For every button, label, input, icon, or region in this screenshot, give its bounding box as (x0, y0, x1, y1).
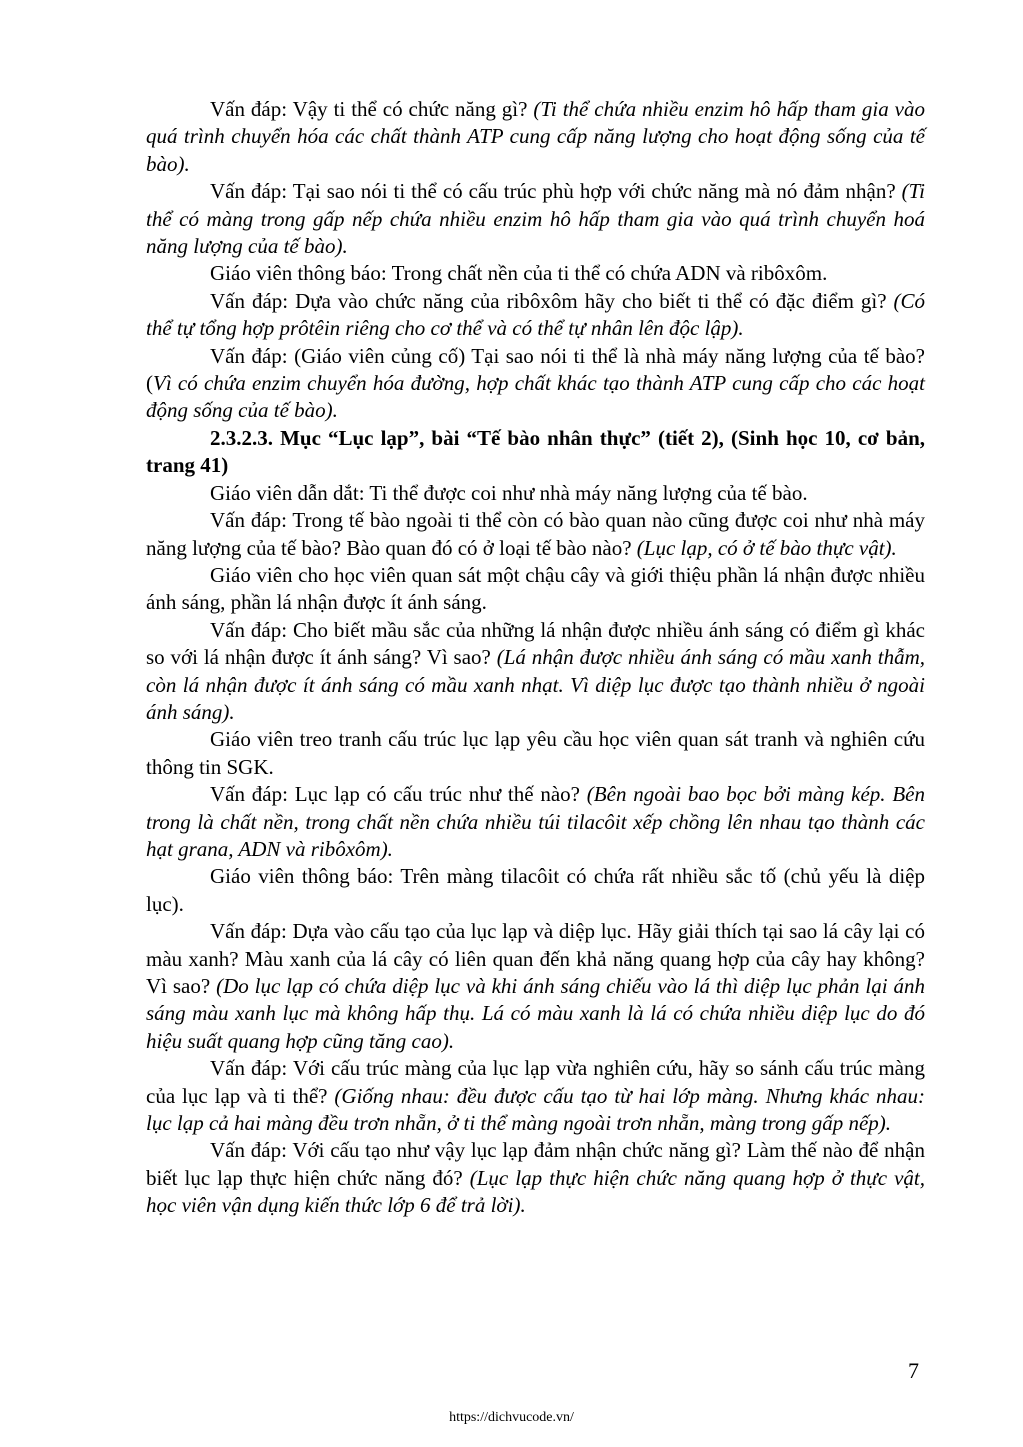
paragraph-answer: (Lục lạp, có ở tế bào thực vật). (636, 535, 897, 560)
paragraph-text: Vấn đáp: Dựa vào cấu tạo của lục lạp và diệp lục. Hãy giải thích tại sao lá cây lại có màu xanh? Màu xanh của lá cây có liên quan đến khả năng quang hợp của cây hay không? Vì sao? (146, 919, 925, 998)
paragraph (146, 918, 925, 1055)
footer-url[interactable]: https://dichvucode.vn/ (449, 1410, 574, 1425)
paragraph (146, 1055, 925, 1137)
section-heading-text: 2.3.2.3. Mục “Lục lạp”, bài “Tế bào nhân thực” (tiết 2), (Sinh học 10, cơ bản, trang 41) (146, 425, 925, 478)
paragraph (146, 96, 925, 178)
paragraph-text: Vấn đáp: Với cấu tạo như vậy lục lạp đảm nhận chức năng gì? Làm thế nào để nhận biết lục lạp thực hiện chức năng đó? (146, 1138, 925, 1190)
paragraph-text: Vấn đáp: Trong tế bào ngoài ti thể còn có bào quan nào cũng được coi như nhà máy năng lượng của tế bào? Bào quan đó có ở loại tế bào nào? (146, 508, 925, 560)
paragraph-text: Giáo viên cho học viên quan sát một chậu cây và giới thiệu phần lá nhận được nhiều ánh sáng, phần lá nhận được ít ánh sáng. (146, 562, 925, 615)
page-number: 7 (908, 1358, 919, 1383)
paragraph-answer: (Ti thể chứa nhiều enzim hô hấp tham gia vào quá trình chuyển hóa các chất thành ATP cung cấp năng lượng cho hoạt động sống của tế bào). (146, 97, 925, 176)
paragraph-answer: (Lá nhận được nhiều ánh sáng có mầu xanh thẫm, còn lá nhận được ít ánh sáng có mầu xanh nhạt. Vì diệp lục được tạo thành nhiều ở ngoài ánh sáng). (146, 645, 926, 724)
paragraph-text: Vấn đáp: Dựa vào chức năng của ribôxôm hãy cho biết ti thể có đặc điểm gì? (210, 288, 894, 313)
paragraph (146, 562, 925, 617)
paragraph-text: Vấn đáp: Tại sao nói ti thể có cấu trúc phù hợp với chức năng mà nó đảm nhận? (210, 179, 902, 204)
paragraph (146, 726, 925, 781)
paragraph (146, 781, 925, 863)
paragraph-text: Vấn đáp: Lục lạp có cấu trúc như thế nào? (210, 782, 587, 807)
paragraph-text: Giáo viên treo tranh cấu trúc lục lạp yêu cầu học viên quan sát tranh và nghiên cứu thông tin SGK. (146, 727, 925, 779)
paragraph-text: Vấn đáp: (Giáo viên củng cố) Tại sao nói ti thể là nhà máy năng lượng của tế bào? ( (146, 343, 925, 396)
paragraph-answer: Vì có chứa enzim chuyển hóa đường, hợp chất khác tạo thành ATP cung cấp cho các hoạt động sống của tế bào). (146, 371, 925, 423)
paragraph (146, 617, 925, 727)
paragraph-text: Giáo viên dẫn dắt: Ti thể được coi như nhà máy năng lượng của tế bào. (210, 480, 808, 505)
paragraph (146, 480, 925, 507)
paragraph-text: Giáo viên thông báo: Trên màng tilacôit có chứa rất nhiều sắc tố (chủ yếu là diệp lục). (146, 864, 925, 916)
paragraph-text: Vấn đáp: Vậy ti thể có chức năng gì? (210, 97, 534, 121)
paragraph-answer: (Ti thể có màng trong gấp nếp chứa nhiều enzim hô hấp tham gia vào quá trình chuyển hoá năng lượng của tế bào). (146, 179, 925, 259)
paragraph-text: Giáo viên thông báo: Trong chất nền của ti thể có chứa ADN và ribôxôm. (210, 261, 828, 286)
paragraph (146, 260, 925, 287)
paragraph-answer: (Do lục lạp có chứa diệp lục và khi ánh sáng chiếu vào lá thì diệp lục phản lại ánh sáng màu xanh lục mà không hấp thụ. Lá có màu xanh là lá có chứa nhiều diệp lục do đó hiệu suất quang hợp cũng tăng cao). (146, 974, 925, 1053)
paragraph (146, 507, 925, 562)
paragraph (146, 1137, 925, 1219)
paragraph (146, 863, 925, 918)
paragraph (146, 343, 925, 425)
paragraph (146, 288, 925, 343)
paragraph-answer: (Lục lạp thực hiện chức năng quang hợp ở thực vật, học viên vận dụng kiến thức lớp 6 để trả lời). (146, 1165, 925, 1218)
paragraph-answer: (Có thể tự tổng hợp prôtêin riêng cho cơ thể và có thể tự nhân lên độc lập). (146, 288, 925, 341)
paragraph-answer: (Bên ngoài bao bọc bởi màng kép. Bên trong là chất nền, trong chất nền chứa nhiều túi tilacôit xếp chồng lên nhau tạo thành các hạt grana, ADN và ribôxôm). (146, 782, 925, 861)
section-heading (146, 425, 925, 480)
paragraph-text: Vấn đáp: Cho biết mầu sắc của những lá nhận được nhiều ánh sáng có điểm gì khác so với lá nhận được ít ánh sáng? Vì sao? (146, 617, 925, 670)
paragraph-answer: (Giống nhau: đều được cấu tạo từ hai lớp màng. Nhưng khác nhau: lục lạp cả hai màng đều trơn nhẵn, ở ti thể màng ngoài trơn nhẵn, màng trong gấp nếp). (146, 1083, 925, 1136)
document-body (146, 96, 925, 1220)
paragraph-text: Vấn đáp: Với cấu trúc màng của lục lạp vừa nghiên cứu, hãy so sánh cấu trúc màng của lục lạp và ti thể? (146, 1056, 925, 1108)
paragraph (146, 178, 925, 260)
